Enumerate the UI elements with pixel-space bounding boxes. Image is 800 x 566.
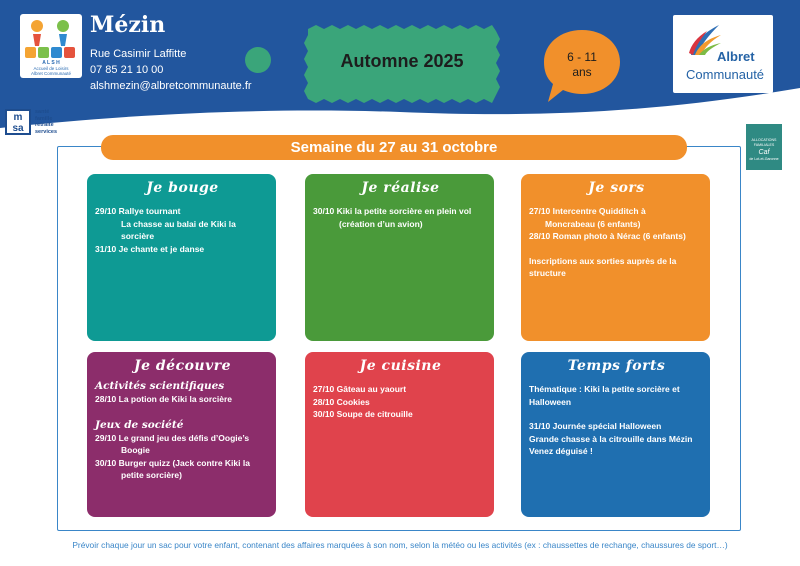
card-title: Temps forts — [567, 358, 666, 374]
activity-line: Venez déguisé ! — [529, 446, 593, 456]
footer-note: Prévoir chaque jour un sac pour votre enfant, contenant des affaires marquées à son nom, selon la météo ou les activités (ex : chaussettes de rechange, chaussures de sport…) — [72, 540, 728, 550]
card-temps-forts — [521, 352, 710, 517]
msa-line: famille — [35, 115, 53, 122]
week-banner: Semaine du 27 au 31 octobre — [101, 135, 687, 160]
card-subtitle: Jeux de société — [95, 419, 184, 431]
activity-line: Inscriptions aux sorties auprès de la structure — [529, 255, 677, 278]
spacer — [529, 408, 704, 420]
phone: 07 85 21 10 00 — [90, 64, 164, 76]
msa-text — [35, 109, 57, 135]
activity-line: Boogie — [121, 445, 150, 455]
age-range-unit: ans — [572, 65, 592, 79]
card-je-sors — [521, 174, 710, 341]
activity-line: Thématique : Kiki la petite sorcière et Halloween — [529, 384, 680, 407]
alsh-logo — [20, 14, 82, 78]
season-card — [304, 25, 500, 103]
card-title: Je réalise — [361, 180, 440, 196]
card-subtitle: Activités scientifiques — [95, 380, 225, 392]
age-range — [560, 50, 604, 80]
season-title: Automne 2025 — [340, 51, 464, 71]
activity-line: (création d’un avion) — [339, 218, 423, 229]
msa-logo — [5, 109, 75, 139]
card-title: Je cuisine — [359, 358, 442, 374]
card-je-realise — [305, 174, 494, 341]
card-body — [313, 383, 488, 421]
card-body — [95, 380, 270, 482]
card-title: Je bouge — [146, 180, 219, 196]
activity-line: 30/10 Burger quizz (Jack contre Kiki la — [95, 457, 250, 468]
card-je-decouvre — [87, 352, 276, 517]
card-title: Je découvre — [133, 358, 232, 374]
activity-line: 28/10 Cookies — [313, 396, 370, 407]
alsh-logo-line1: Accueil de Loisirs — [33, 66, 69, 71]
activity-line: 29/10 Le grand jeu des défis d’Oogie’s — [95, 432, 250, 443]
age-bubble — [538, 28, 622, 106]
card-body — [95, 205, 270, 255]
org-name: Mézin — [90, 12, 166, 38]
msa-line: retraite — [35, 122, 54, 128]
msa-mark-bottom: sa — [12, 123, 24, 134]
activity-line: 27/10 Intercentre Quidditch à — [529, 206, 646, 216]
address: Rue Casimir Laffitte — [90, 48, 187, 60]
spacer — [95, 405, 270, 417]
activity-line: petite sorcière) — [121, 470, 182, 480]
alsh-logo-letters: A L S H — [42, 60, 60, 66]
activity-line: 31/10 Journée spécial Halloween — [529, 421, 662, 431]
email: alshmezin@albretcommunaute.fr — [90, 80, 252, 92]
activity-line: Moncrabeau (6 enfants) — [545, 218, 641, 229]
msa-line: services — [35, 128, 58, 135]
alsh-logo-line2: Albret Communauté — [30, 71, 72, 76]
albret-logo-word2: Communauté — [686, 67, 765, 82]
card-body — [529, 205, 704, 280]
activity-line: 30/10 Kiki la petite sorcière en plein vol — [313, 206, 472, 216]
albret-communaute-logo — [673, 15, 773, 93]
activity-line: 28/10 Roman photo à Nérac (6 enfants) — [529, 231, 686, 241]
caf-line2: de Lot-et-Garonne — [749, 157, 779, 161]
msa-mark-top: m — [13, 112, 23, 123]
decorative-dot — [245, 47, 271, 73]
activity-line: 31/10 Je chante et je danse — [95, 243, 205, 254]
card-title: Je sors — [588, 180, 645, 196]
card-je-bouge — [87, 174, 276, 341]
caf-mark: Caf — [758, 149, 770, 156]
activity-line: Grande chasse à la citrouille dans Mézin — [529, 433, 693, 444]
spacer — [529, 243, 704, 255]
activity-line: 28/10 La potion de Kiki la sorcière — [95, 393, 232, 404]
age-range-value: 6 - 11 — [567, 50, 597, 64]
activity-line: La chasse au balai de Kiki la sorcière — [121, 218, 236, 241]
card-je-cuisine — [305, 352, 494, 517]
albret-logo-word1: Albret — [717, 49, 755, 64]
activity-line: 29/10 Rallye tournant — [95, 206, 181, 216]
activity-line: 27/10 Gâteau au yaourt — [313, 384, 407, 394]
card-body — [529, 383, 704, 458]
msa-mark — [5, 109, 31, 135]
caf-line1: ALLOCATIONS FAMILIALES — [751, 138, 777, 147]
msa-line: santé — [35, 109, 50, 115]
contact-block — [90, 46, 252, 94]
card-body — [313, 205, 488, 230]
caf-logo — [746, 124, 782, 170]
activity-line: 30/10 Soupe de citrouille — [313, 409, 413, 419]
